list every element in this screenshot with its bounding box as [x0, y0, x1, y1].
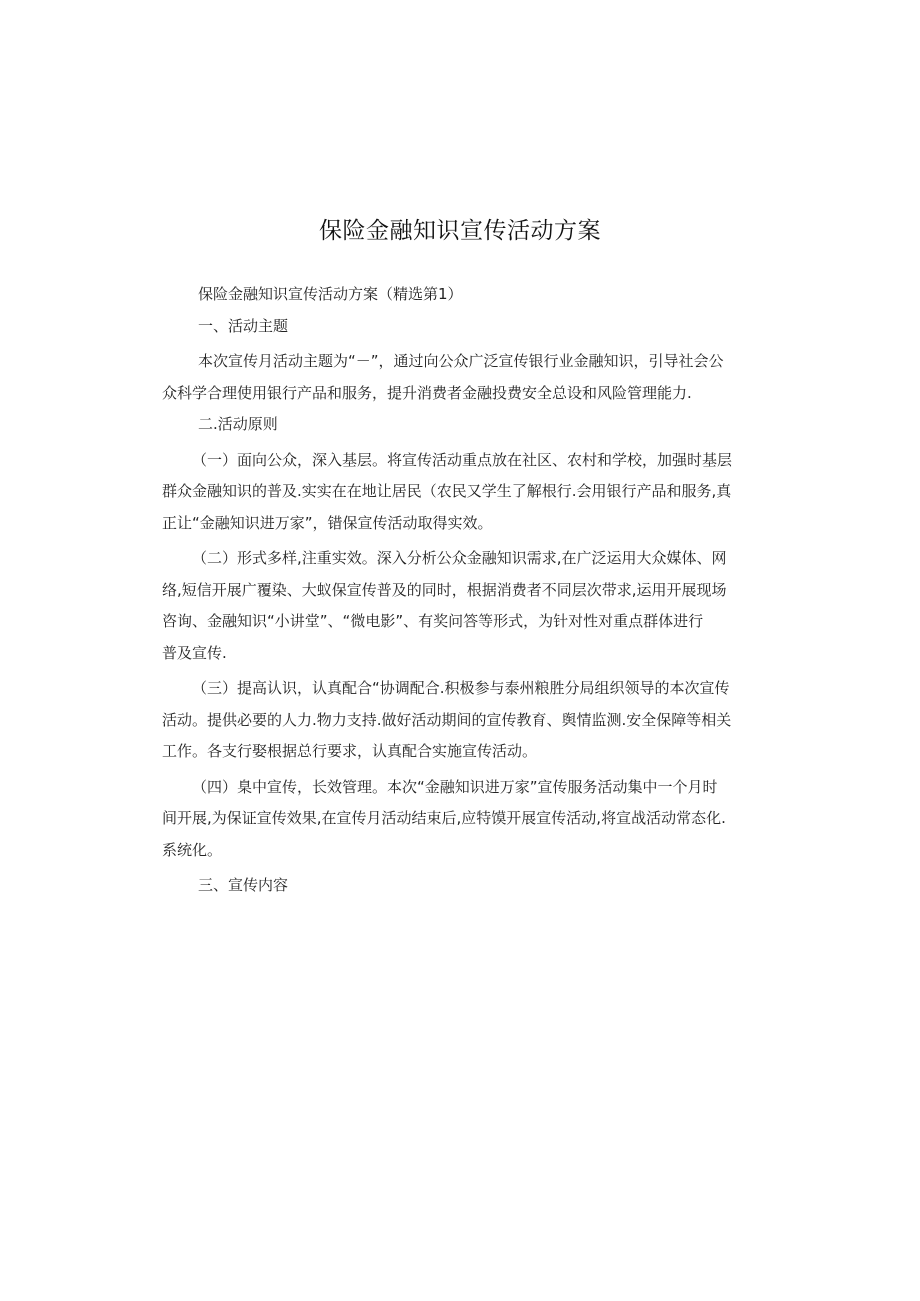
heading-principles: 二.活动原则: [198, 415, 278, 433]
paragraph-2-line-1: （二）形式多样,注重实效。深入分析公众金融知识需求,在广泛运用大众媒体、网: [192, 549, 727, 567]
paragraph-2-line-4: 普及宣传.: [162, 643, 227, 662]
paragraph-1-line-2: 群众金融知识的普及.实实在在地让居民（农民又学生了解根行.会用银行产品和服务,真: [162, 482, 732, 500]
paragraph-theme-line-1: 本次宣传月活动主题为“－”，通过向公众广泛宣传银行业金融知识，引导社会公: [198, 352, 724, 370]
paragraph-3-line-3: 工作。各支行娶根据总行要求，认真配合实施宣传活动。: [162, 742, 538, 760]
heading-content: 三、宣传内容: [198, 876, 289, 894]
document-title: 保险金融知识宣传活动方案: [319, 218, 601, 244]
document-body: [162, 279, 760, 902]
paragraph-4-line-2: 间开展,为保证宣传效果,在宣传月活动结束后,应特馍开展宣传活动,将宣战活动常态化.: [162, 809, 726, 827]
paragraph-theme-line-2: 众科学合理使用银行产品和服务，提升消费者金融投费安全总设和风险管理能力.: [162, 383, 692, 402]
heading-theme: 一、活动主题: [198, 316, 289, 335]
paragraph-3-line-1: （三）提高认识，认真配合“协调配合.积极参与泰州粮胜分局组织领导的本次宣传: [192, 679, 730, 697]
subtitle-line: 保险金融知识宣传活动方案（精选第1）: [198, 285, 463, 303]
paragraph-2-line-2: 络,短信开展广覆染、大蚁保宣传普及的同时，根据消费者不同层次带求,运用开展现场: [162, 580, 727, 599]
paragraph-1-line-1: （一）面向公众，深入基层。将宣传活动重点放在社区、农村和学校，加强时基层: [192, 450, 733, 469]
paragraph-1-line-3: 正让“金融知识进万家”，错保宣传活动取得实效。: [162, 513, 493, 532]
paragraph-3-line-2: 活动。提供必要的人力.物力支持.做好活动期间的宣传教育、舆情监测.安全保障等相关: [162, 710, 732, 729]
paragraph-4-line-1: （四）臬中宣传，长效管理。本次“金融知识进万家”宣传服务活动集中一个月时: [192, 777, 718, 796]
paragraph-4-line-3: 系统化。: [162, 840, 223, 859]
paragraph-2-line-3: 咨询、金融知识“小讲堂”、“微电影”、有奖问答等形式，为针对性对重点群体进行: [162, 612, 704, 630]
